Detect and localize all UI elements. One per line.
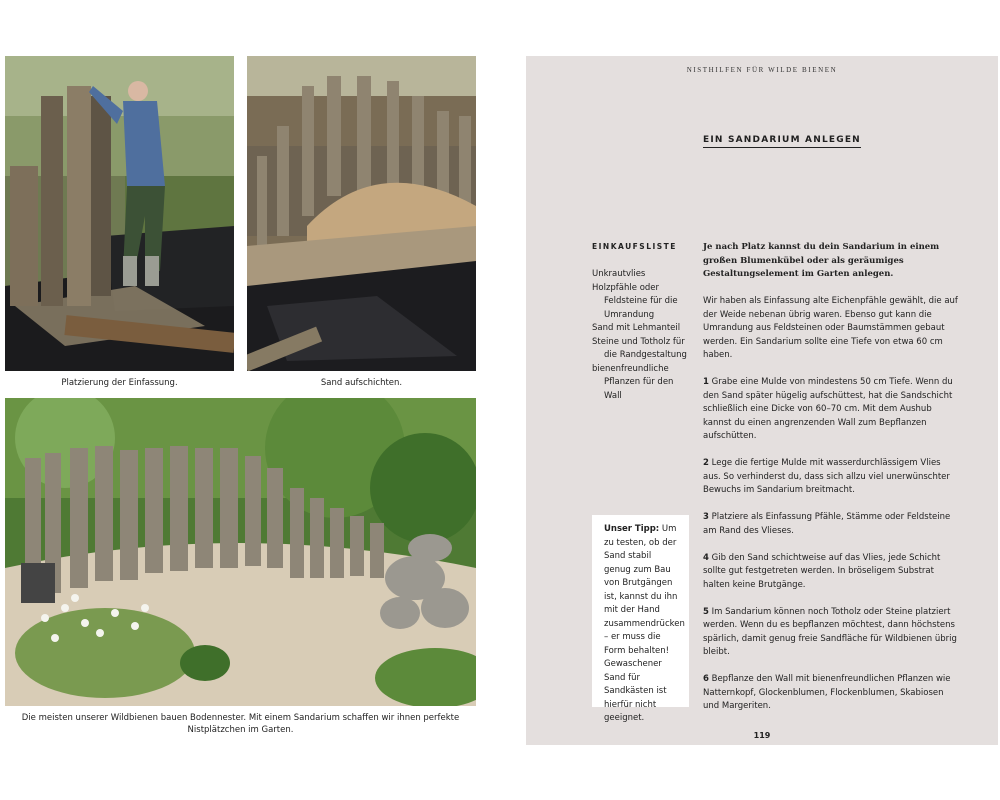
- photo-finished-sandarium: [5, 398, 476, 706]
- step-5: [703, 606, 960, 660]
- step-text: Bepflanze den Wall mit bienenfreundlichen Pflanzen wie Natternkopf, Glockenblumen, Flockenblumen, Skabiosen und Margeriten.: [703, 674, 951, 711]
- shopping-list-item: bienenfreundliche Pflanzen für den Wall: [592, 363, 674, 401]
- step-text: Grabe eine Mulde von mindestens 50 cm Tiefe. Wenn du den Sand später hügelig aufschüttest, hat die Sandschicht schließlich eine Dicke von 60–70 cm. Mit dem Aushub kannst du einen angrenzenden Wall zum Bepflanzen aufschütten.: [703, 377, 953, 441]
- right-page: [526, 56, 998, 745]
- step-text: Platziere als Einfassung Pfähle, Stämme oder Feldsteine am Rand des Vlieses.: [703, 512, 951, 536]
- step-text: Im Sandarium können noch Totholz oder Steine platziert werden. Wenn du es bepflanzen möchtest, dann höchstens spärlich, damit genug freie Sandfläche für Wildbienen übrig bleibt.: [703, 606, 957, 657]
- step-6: [703, 673, 960, 714]
- step-text: Lege die fertige Mulde mit wasserdurchlässigem Vlies aus. So verhinderst du, dass sich allzu viel unerwünschter Bewuchs im Sandarium breitmacht.: [703, 458, 950, 495]
- caption-finished-sandarium: Die meisten unserer Wildbienen bauen Bodennester. Mit einem Sandarium schaffen wir ihnen perfekte Nistplätzchen im Garten.: [21, 713, 460, 736]
- section-title: EIN SANDARIUM ANLEGEN: [703, 135, 861, 148]
- body-paragraph: Wir haben als Einfassung alte Eichenpfähle gewählt, die auf der Weide nebenan übrig waren. Ebenso gut kann die Umrandung aus Feldsteinen oder Baumstämmen gebaut werden. Ein Sandarium sollte eine Tiefe von etwa 60 cm haben.: [703, 296, 958, 360]
- shopping-list-item: Steine und Totholz für die Randgestaltung: [592, 336, 687, 360]
- step-3: [703, 511, 960, 538]
- tip-text: [604, 523, 685, 726]
- tip-box: [592, 515, 689, 723]
- caption-placing-border: Platzierung der Einfassung.: [61, 378, 178, 388]
- step-text: Gib den Sand schichtweise auf das Vlies, jede Schicht sollte gut festgetreten werden. In bröseligem Substrat halten keine Brutgänge.: [703, 552, 941, 590]
- page-number: 119: [753, 731, 771, 740]
- shopping-list-item: Holzpfähle oder Feldsteine für die Umrandung: [592, 282, 678, 320]
- step-1: [703, 376, 960, 444]
- shopping-list-item: Sand mit Lehmanteil: [592, 323, 681, 333]
- body-column: [703, 241, 960, 727]
- tip-label: Unser Tipp:: [604, 524, 660, 534]
- shopping-list: [592, 268, 692, 403]
- photo-layering-sand: [247, 56, 476, 371]
- step-4: [703, 552, 960, 593]
- running-head: NISTHILFEN FÜR WILDE BIENEN: [686, 66, 838, 74]
- intro-paragraph: Je nach Platz kannst du dein Sandarium in einem großen Blumenkübel oder als geräumiges Gestaltungselement im Garten anlegen.: [703, 242, 940, 279]
- shopping-list-item: Unkrautvlies: [592, 269, 646, 279]
- step-number: 3: [703, 512, 709, 522]
- step-2: [703, 457, 960, 498]
- shopping-list-title: EINKAUFSLISTE: [592, 242, 677, 251]
- tip-body: Um zu testen, ob der Sand stabil genug zum Bau von Brutgängen ist, kannst du ihn mit der Hand zusammendrücken – er muss die Form behalten! Gewaschener Sand für Sandkästen ist hierfür nicht geeignet.: [604, 524, 685, 723]
- caption-layering-sand: Sand aufschichten.: [320, 378, 403, 388]
- photo-placing-border: [5, 56, 234, 371]
- step-number: 1: [703, 377, 709, 387]
- step-number: 4: [703, 552, 709, 563]
- step-number: 6: [703, 674, 709, 684]
- step-number: 2: [703, 458, 709, 468]
- step-number: 5: [703, 606, 709, 617]
